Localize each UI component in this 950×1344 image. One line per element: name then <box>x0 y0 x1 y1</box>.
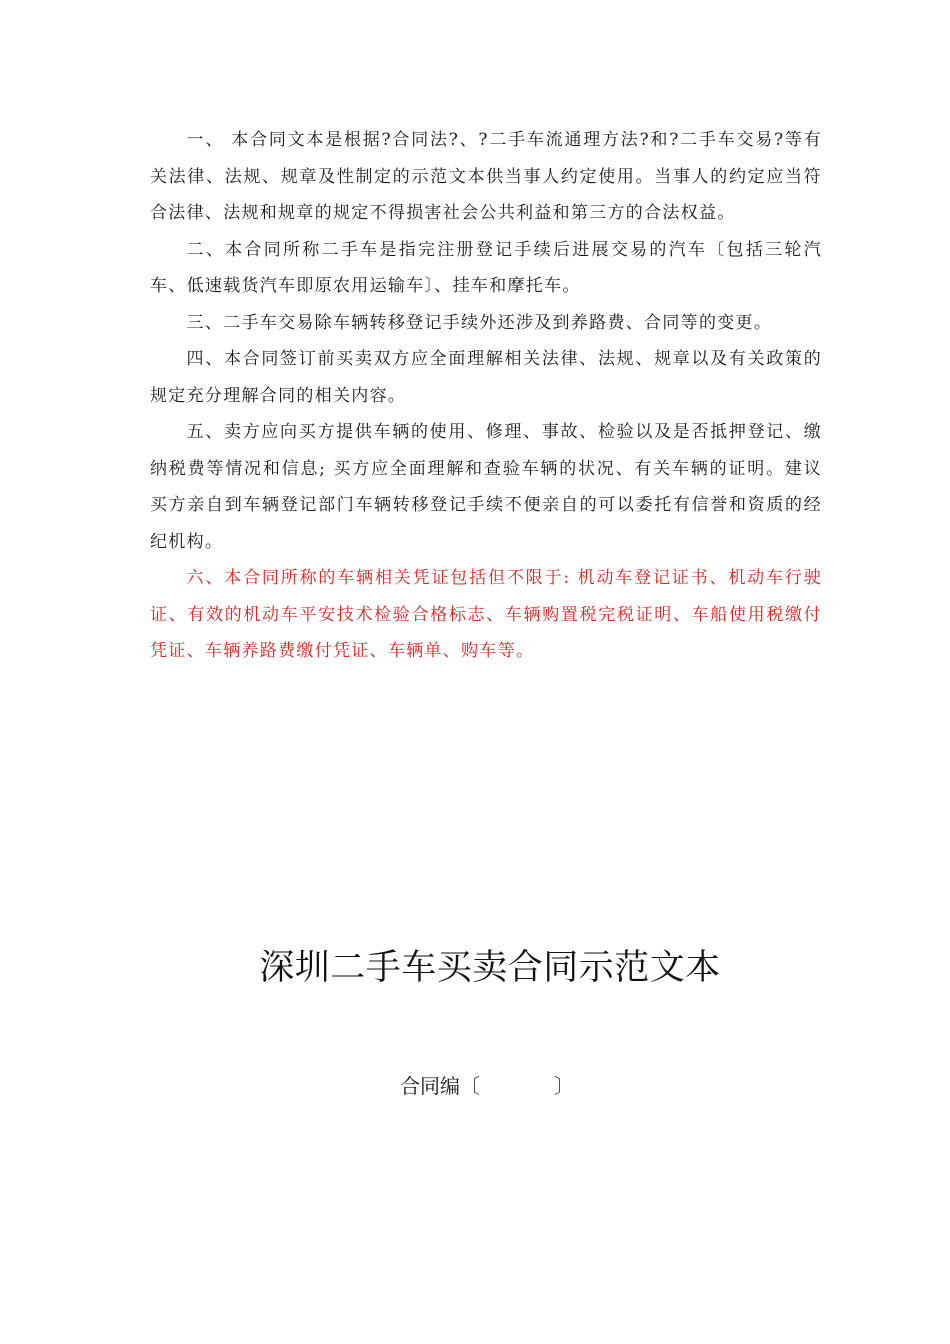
instructions-section <box>150 122 822 670</box>
instruction-paragraph-2: 二、本合同所称二手车是指完注册登记手续后进展交易的汽车〔包括三轮汽车、低速载货汽车即原农用运输车〕、挂车和摩托车。 <box>150 239 822 296</box>
instruction-paragraph-4: 四、本合同签订前买卖双方应全面理解相关法律、法规、规章以及有关政策的规定充分理解合同的相关内容。 <box>150 349 822 406</box>
contract-number-line <box>400 1070 574 1102</box>
instruction-paragraph-6: 六、本合同所称的车辆相关凭证包括但不限于: 机动车登记证书、机动车行驶证、有效的机动车平安技术检验合格标志、车辆购置税完税证明、车船使用税缴付凭证、车辆养路费缴付凭证、车辆单、购车等。 <box>150 568 822 661</box>
instruction-paragraph-1: 一、 本合同文本是根据?合同法?、?二手车流通理方法?和?二手车交易?等有关法律、法规、规章及性制定的示范文本供当事人约定使用。当事人的约定应当符合法律、法规和规章的规定不得损害社会公共利益和第三方的合法权益。 <box>150 130 823 223</box>
document-title: 深圳二手车买卖合同示范文本 <box>259 948 721 988</box>
contract-number-open-bracket: 〔 <box>460 1074 480 1098</box>
contract-number-close-bracket: 〕 <box>554 1074 574 1098</box>
instruction-paragraph-5: 五、卖方应向买方提供车辆的使用、修理、事故、检验以及是否抵押登记、缴纳税费等情况和信息; 买方应全面理解和查验车辆的状况、有关车辆的证明。建议买方亲自到车辆登记部门车辆转移登记手续不便亲自的可以委托有信誉和资质的经纪机构。 <box>150 422 822 552</box>
instruction-paragraph-3: 三、二手车交易除车辆转移登记手续外还涉及到养路费、合同等的变更。 <box>186 312 773 333</box>
contract-number-label: 合同编 <box>400 1074 460 1098</box>
